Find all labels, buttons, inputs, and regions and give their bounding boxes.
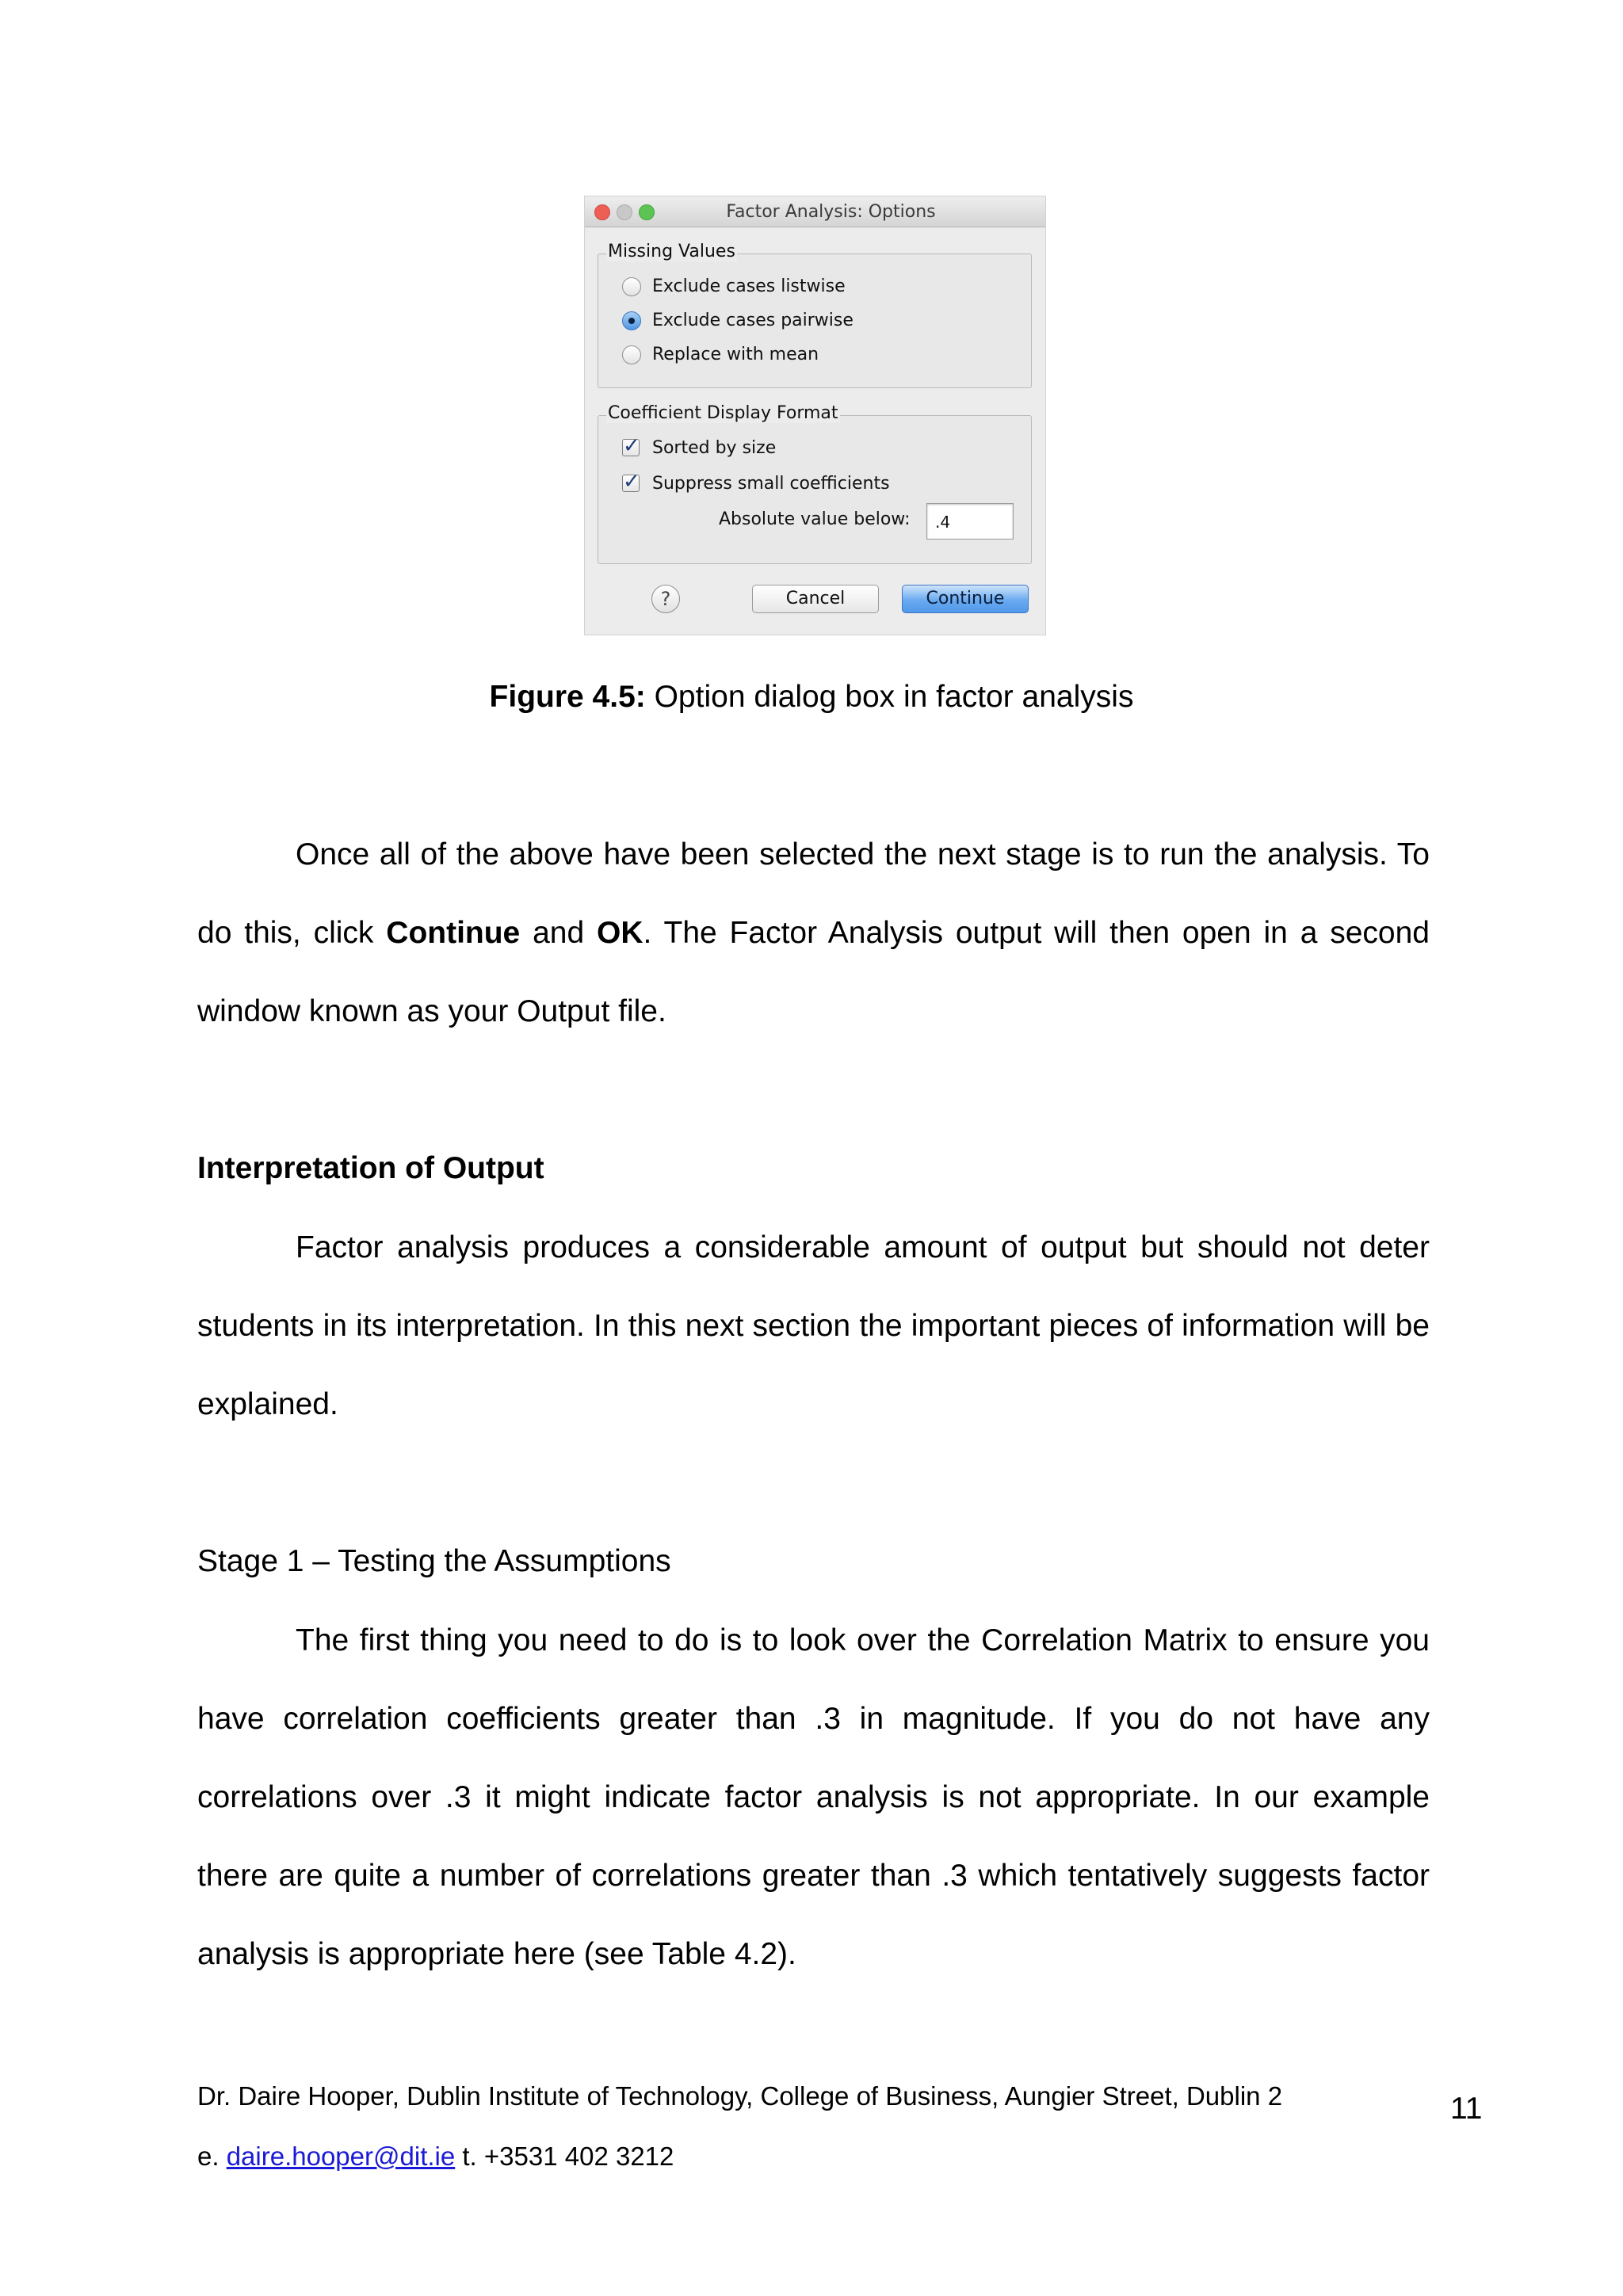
- paragraph-interpretation-text: Factor analysis produces a considerable amount of output but should not deter students in its interpretation. In this next section the important pieces of information will be explained.: [197, 1230, 1430, 1421]
- figure-caption-label: Figure 4.5:: [489, 680, 646, 714]
- paragraph-assumptions-text: The first thing you need to do is to look over the Correlation Matrix to ensure you have correlation coefficients greater than .3 in magnitude. If you do not have any correlations over .3 it might indicate factor analysis is not appropriate. In our example there are quite a number of correlations greater than .3 which tentatively suggests factor analysis is appropriate here (see Table 4.2).: [197, 1623, 1430, 1971]
- paragraph-assumptions: [197, 1601, 1430, 1993]
- absolute-value-label: Absolute value below:: [719, 509, 911, 529]
- absolute-value-input[interactable]: .4: [926, 503, 1014, 540]
- footer-author: Dr. Daire Hooper, Dublin Institute of Technology, College of Business, Aungier Street, Dublin 2: [197, 2081, 1283, 2111]
- continue-button[interactable]: Continue: [902, 585, 1029, 613]
- footer-contact: [197, 2139, 674, 2174]
- continue-emphasis: Continue: [386, 916, 521, 950]
- sorted-by-size-checkbox[interactable]: ✓: [623, 434, 640, 458]
- figure-caption-text: Option dialog box in factor analysis: [645, 680, 1134, 714]
- paragraph-interpretation: [197, 1208, 1430, 1444]
- email-link[interactable]: daire.hooper@dit.ie: [226, 2142, 456, 2171]
- footer-email-prefix: e.: [197, 2142, 227, 2171]
- sorted-by-size-label: Sorted by size: [652, 438, 777, 458]
- ok-emphasis: OK: [597, 916, 643, 950]
- figure-caption: [0, 677, 1623, 717]
- stage1-heading: Stage 1 – Testing the Assumptions: [197, 1544, 671, 1578]
- dialog-titlebar: [585, 196, 1045, 227]
- exclude-listwise-radio[interactable]: [622, 277, 641, 296]
- suppress-small-coefficients-label: Suppress small coefficients: [652, 474, 890, 494]
- paragraph-run-analysis: [197, 815, 1430, 1051]
- suppress-small-coefficients-checkbox[interactable]: ✓: [623, 470, 640, 494]
- coefficient-display-format-legend: Coefficient Display Format: [608, 403, 838, 423]
- interpretation-heading: Interpretation of Output: [197, 1151, 544, 1185]
- paragraph-run-analysis-text-1: Once all of the above have been selected the next stage is to run the analysis. To do this, click: [197, 837, 1430, 950]
- exclude-listwise-label: Exclude cases listwise: [652, 277, 846, 296]
- footer-phone: t. +3531 402 3212: [455, 2142, 674, 2171]
- paragraph-run-analysis-text-3: . The Factor Analysis output will then open in a second window known as your Output file.: [197, 916, 1430, 1028]
- paragraph-run-analysis-text-2: and: [520, 916, 598, 950]
- replace-with-mean-radio[interactable]: [622, 345, 641, 364]
- factor-analysis-options-dialog: [584, 196, 1046, 635]
- missing-values-legend: Missing Values: [608, 242, 735, 261]
- coefficient-display-format-group: [598, 403, 1032, 564]
- exclude-pairwise-radio[interactable]: [622, 311, 641, 330]
- replace-with-mean-label: Replace with mean: [652, 345, 819, 364]
- cancel-button[interactable]: Cancel: [752, 585, 879, 613]
- dialog-title: Factor Analysis: Options: [726, 202, 936, 222]
- help-button[interactable]: ?: [651, 585, 680, 613]
- exclude-pairwise-label: Exclude cases pairwise: [652, 311, 854, 330]
- page-number: 11: [1450, 2092, 1483, 2126]
- missing-values-group: [598, 242, 1032, 388]
